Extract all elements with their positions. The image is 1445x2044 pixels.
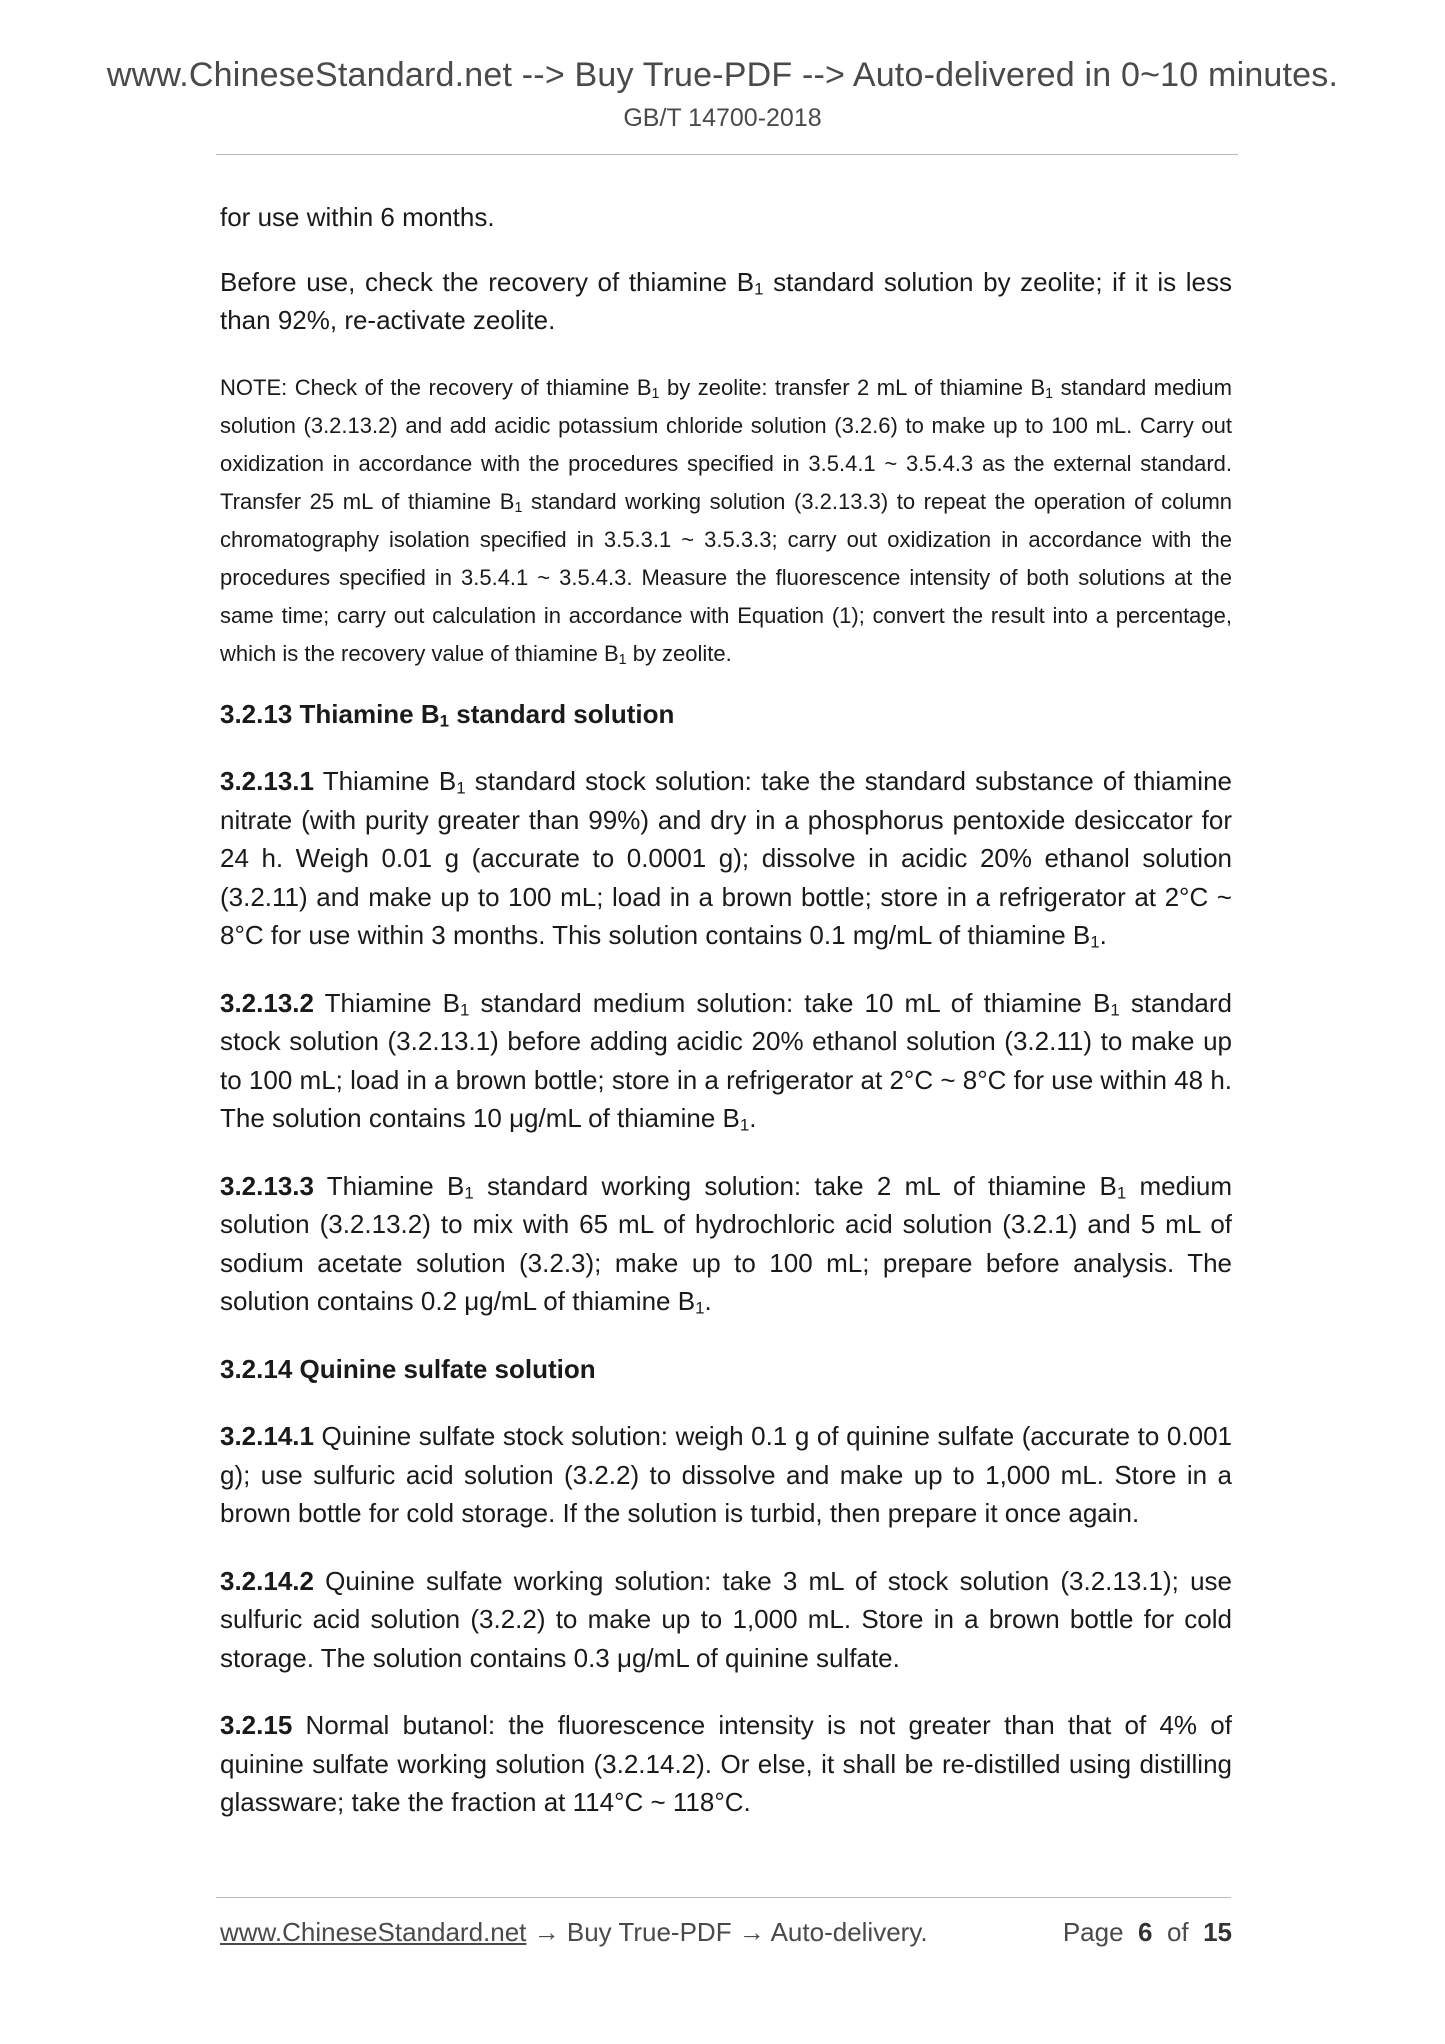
section-heading-3-2-14: 3.2.14 Quinine sulfate solution xyxy=(220,1353,596,1384)
site-banner: www.ChineseStandard.net --> Buy True-PDF --> Auto-delivered in 0~10 minutes. xyxy=(106,56,1339,94)
clause-3-2-14-1: 3.2.14.1 Quinine sulfate stock solution: weigh 0.1 g of quinine sulfate (accurate to 0.001 g); use sulfuric acid solution (3.2.2) to dissolve and make up to 1,000 mL. Store in a brown bottle for cold storage. If the solution is turbid, then prepare it once again. xyxy=(220,1421,1232,1528)
clause-3-2-13-1: 3.2.13.1 Thiamine $B_1$ standard stock solution: take the standard substance of thiamine nitrate (with purity greater than 99%) and dry in a phosphorus pentoxide desiccator for 24 h. Weigh 0.01 g (accurate to 0.0001 g); dissolve in acidic 20% ethanol solution (3.2.11) and make up to 100 mL; load in a brown bottle; store in a refrigerator at 2°C ~ 8°C for use within 3 months. This solution contains 0.1 mg/mL of thiamine $B_1$. xyxy=(220,766,1232,952)
page-number: Page 6 of 15 xyxy=(1062,1917,1232,1947)
document-code: GB/T 14700-2018 xyxy=(623,104,822,132)
header-divider xyxy=(216,154,1238,155)
footer-promo: www.ChineseStandard.net → Buy True-PDF → Auto-delivery. xyxy=(220,1917,928,1947)
clause-3-2-15: 3.2.15 Normal butanol: the fluorescence intensity is not greater than that of 4% of quinine sulfate working solution (3.2.14.2). Or else, it shall be re-distilled using distilling glassware; take the fraction at 114°C ~ 118°C. xyxy=(220,1710,1232,1817)
note-paragraph: NOTE: Check of the recovery of thiamine $B_1$ by zeolite: transfer 2 mL of thiamine $B_1$ standard medium solution (3.2.13.2) and add acidic potassium chloride solution (3.2.6) to make up to 100 mL. Carry out oxidization in accordance with the procedures specified in 3.5.4.1 ~ 3.5.4.3 as the external standard. Transfer 25 mL of thiamine $B_1$ standard working solution (3.2.13.3) to repeat the operation of column chromatography isolation specified in 3.5.3.1 ~ 3.5.3.3; carry out oxidization in accordance with the procedures specified in 3.5.4.1 ~ 3.5.4.3. Measure the fluorescence intensity of both solutions at the same time; carry out calculation in accordance with Equation (1); convert the result into a percentage, which is the recovery value of thiamine $B_1$ by zeolite. xyxy=(220,374,1233,668)
page-content xyxy=(220,198,1232,1851)
clause-3-2-13-2: 3.2.13.2 Thiamine $B_1$ standard medium solution: take 10 mL of thiamine $B_1$ standard stock solution (3.2.13.1) before adding acidic 20% ethanol solution (3.2.11) to make up to 100 mL; load in a brown bottle; store in a refrigerator at 2°C ~ 8°C for use within 48 h. The solution contains 10 μg/mL of thiamine $B_1$. xyxy=(220,987,1232,1135)
clause-3-2-13-3: 3.2.13.3 Thiamine $B_1$ standard working solution: take 2 mL of thiamine $B_1$ medium solution (3.2.13.2) to mix with 65 mL of hydrochloric acid solution (3.2.1) and 5 mL of sodium acetate solution (3.2.3); make up to 100 mL; prepare before analysis. The solution contains 0.2 μg/mL of thiamine $B_1$. xyxy=(220,1170,1232,1318)
arrow-icon: → xyxy=(738,1917,765,1947)
section-heading-3-2-13: 3.2.13 Thiamine $B_1$ standard solution xyxy=(220,698,675,730)
paragraph-before-use: Before use, check the recovery of thiamine $B_1$ standard solution by zeolite; if it is less than 92%, re-activate zeolite. xyxy=(220,266,1232,335)
footer-site-link[interactable]: www.ChineseStandard.net xyxy=(220,1917,527,1947)
clause-3-2-14-2: 3.2.14.2 Quinine sulfate working solution: take 3 mL of stock solution (3.2.13.1); use sulfuric acid solution (3.2.2) to make up to 1,000 mL. Store in a brown bottle for cold storage. The solution contains 0.3 μg/mL of quinine sulfate. xyxy=(220,1565,1232,1673)
arrow-icon: → xyxy=(533,1917,560,1947)
paragraph-continuation: for use within 6 months. xyxy=(220,202,495,232)
footer-divider xyxy=(216,1897,1231,1898)
